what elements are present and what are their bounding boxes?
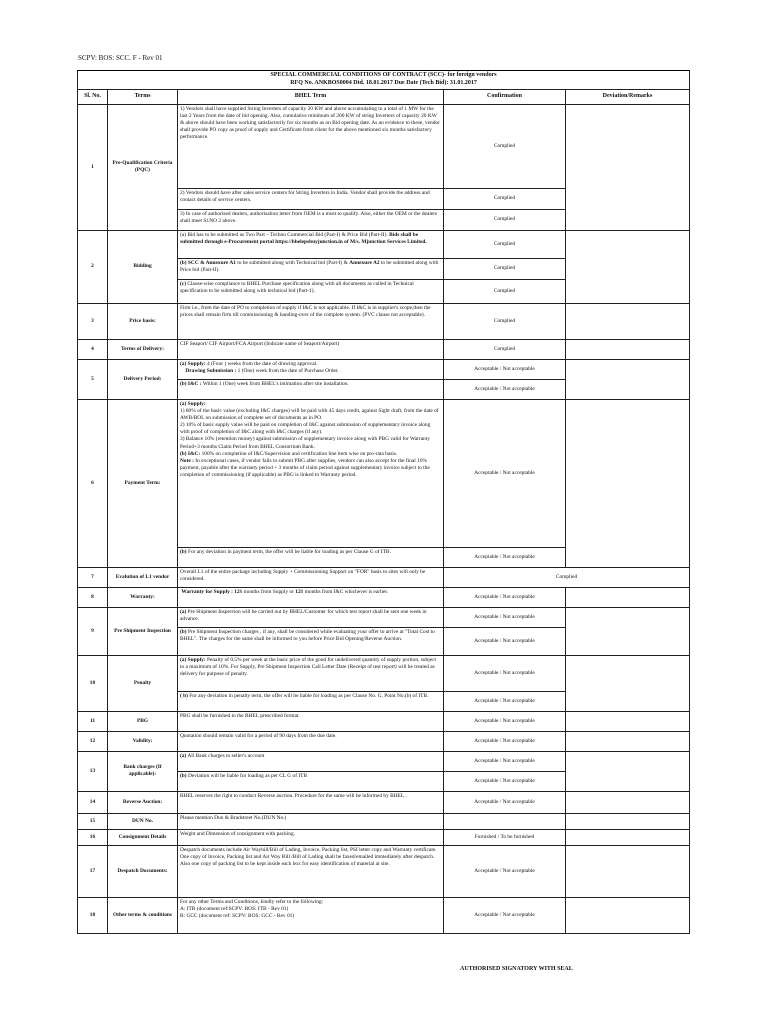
row-term: Delivery Period:: [108, 359, 178, 399]
header-confirmation: Confirmation: [444, 89, 566, 104]
bhel-term: [178, 845, 444, 897]
confirmation-cell: Acceptable / Not acceptable: [444, 711, 566, 731]
confirmation-cell: Acceptable / Not acceptable: [444, 607, 566, 627]
bhel-term: [178, 627, 444, 655]
bhel-term: Please mention Dun & Bradstreet No.(DUN No.): [178, 813, 444, 829]
table-row: [78, 731, 690, 751]
table-row: [78, 339, 690, 359]
bhel-term: Quotation should remain valid for a period of 90 days from the due date.: [178, 731, 444, 751]
header-deviation: Deviation/Remarks: [566, 89, 690, 104]
row-term: Terms of Delivery:: [108, 339, 178, 359]
row-number: 12: [78, 731, 108, 751]
row-number: 2: [78, 230, 108, 303]
bhel-text: Within 1 (One) week from BHEL's intimation after site installation.: [201, 380, 349, 387]
bhel-term: 3) In case of authorised dealers, authorisation letter from OEM is a must to qualify. Also, either the OEM or the dealers shall meet Sl.NO 2 above.: [178, 209, 444, 230]
row-term: Bidding: [108, 230, 178, 303]
deviation-cell[interactable]: [566, 791, 690, 813]
row-number: 9: [78, 607, 108, 655]
bhel-term: [178, 547, 444, 567]
row-number: 14: [78, 791, 108, 813]
header-row: [78, 89, 690, 104]
bhel-text: 1 (One) week from the date of Purchase Order.: [236, 367, 339, 374]
confirmation-cell: Acceptable / Not acceptable: [444, 587, 566, 607]
bhel-term: [178, 897, 444, 933]
table-row: [78, 104, 690, 188]
table-row: [78, 897, 690, 933]
bhel-term: Firm i.e., from the date of PO to completion of supply if I&C is not applicable. If I&C is in supplier's scope,then the prices shall remain firm till commissioning & handing-over of the complete system. (PVC clause not acceptable).: [178, 303, 444, 339]
bhel-term: [178, 691, 444, 711]
row-number: 1: [78, 104, 108, 230]
table-row: [78, 230, 690, 258]
bhel-term: [178, 655, 444, 691]
bhel-text: 2) 10% of basic supply value will be paid on completion of I&C against submission of supplementary invoice along with proof of completion of I&C along with I&C charges (if any).: [180, 422, 431, 436]
bhel-bold-text: (a): [180, 608, 187, 615]
confirmation-cell: Acceptable / Not acceptable: [444, 731, 566, 751]
bhel-text: In exceptional cases, if vendor fails to submit PBG after supplies, vendors can also accept for the final 10% payment, payable after the warranty period + 3 months of claim period against supplementary invoice subject to the completion of commissioning (if applicable) as PBG is linked to Warranty period.: [180, 457, 430, 479]
row-number: 15: [78, 813, 108, 829]
deviation-cell[interactable]: [566, 230, 690, 303]
bhel-term: [178, 359, 444, 379]
table-row: [78, 845, 690, 897]
bhel-text: Despatch documents include Air Waybill/Bill of Lading, Invoice, Packing list, PSI letter copy and Warranty certificate.: [180, 846, 437, 853]
bhel-text: Pre Shipment Inspection will be carried out by BHEL/Customer for which test report shall be sent one week in advance.: [180, 608, 427, 622]
bhel-term: [178, 279, 444, 303]
bhel-text: B: GCC (document ref: SCPV: BOS: GCC - Rev 01): [180, 913, 295, 920]
confirmation-cell: Acceptable / Not acceptable: [444, 897, 566, 933]
bhel-term: CIF Seaport/ CIF Airport/FCA Airport (Indicate name of Seaport/Airport): [178, 339, 444, 359]
row-term: Reverse Auction:: [108, 791, 178, 813]
row-term: Pre-Qualification Criteria (PQC): [108, 104, 178, 230]
bhel-text: Penalty of 0.5% per week at the basic price of the good for undelivered quantity of supply portion, subject to a maximum of 10%. For Supply, Pre Shipment Inspection Call Letter Date (Receipt of test report) will be treated as delivery for purpose of penalty.: [180, 656, 437, 678]
bhel-bold-text: (a): [180, 752, 187, 759]
confirmation-cell: [444, 813, 566, 829]
bhel-term: [178, 587, 444, 607]
deviation-cell[interactable]: [566, 399, 690, 567]
table-row: [78, 829, 690, 845]
table-row: [78, 607, 690, 627]
bhel-text: Clause-wise compliance to BHEL Purchase specification along with all documents as called in Technical specification to be submitted along with technical bid (Part-1).: [180, 280, 414, 294]
row-number: 5: [78, 359, 108, 399]
bhel-term: Weight and Dimension of consignment with packing.: [178, 829, 444, 845]
document-reference: SCPV: BOS: SCC. F - Rev 01: [78, 54, 163, 62]
bhel-bold-text: Note :: [180, 457, 194, 464]
deviation-cell[interactable]: [566, 607, 690, 655]
row-number: 6: [78, 399, 108, 567]
row-number: 3: [78, 303, 108, 339]
row-term: Validity:: [108, 731, 178, 751]
bhel-term: [178, 379, 444, 399]
deviation-cell[interactable]: [566, 829, 690, 845]
confirmation-cell: Acceptable / Not acceptable: [444, 791, 566, 813]
confirmation-cell: Acceptable / Not acceptable: [444, 359, 566, 379]
bhel-text: For any deviation in payment term, the offer will be liable for loading as per Clause G of ITB.: [186, 548, 391, 555]
row-number: 18: [78, 897, 108, 933]
bhel-text: One copy of Invoice, Packing list and Air Way Bill /Bill of Lading shall be faxed/emailed immediately after despatch. Also one copy of packing list to be kept inside each box for easy identification of material at site.: [180, 853, 435, 868]
confirmation-cell: Acceptable / Not acceptable: [444, 627, 566, 655]
bhel-bold-text: (c): [180, 280, 186, 287]
confirmation-cell: Complied: [444, 339, 566, 359]
row-number: 4: [78, 339, 108, 359]
row-number: 8: [78, 587, 108, 607]
confirmation-cell: Complied: [444, 258, 566, 279]
bhel-term: BHEL reserves the right to conduct Reverse auction. Procedure for the same will be informed by BHEL .: [178, 791, 444, 813]
deviation-cell[interactable]: [566, 845, 690, 897]
deviation-cell[interactable]: [566, 813, 690, 829]
bhel-bold-text: (b) I&C:: [180, 450, 201, 457]
deviation-cell[interactable]: [566, 751, 690, 791]
title-line1: SPECIAL COMMERCIAL CONDITIONS OF CONTRACT (SCC)- for foreign vendors: [78, 71, 690, 80]
row-term: Pre Shipment Inspection: [108, 607, 178, 655]
bhel-bold-text: (b): [180, 628, 187, 635]
bhel-bold-text: (a) Supply:: [180, 400, 206, 407]
row-term: PBG: [108, 711, 178, 731]
bhel-text: A: ITB (document ref:SCPV: BOS: ITB - Rev 01): [180, 905, 289, 912]
row-number: 11: [78, 711, 108, 731]
confirmation-cell: Acceptable / Not acceptable: [444, 655, 566, 691]
scc-table: [77, 70, 690, 934]
table-row: [78, 567, 690, 587]
row-term: Warranty:: [108, 587, 178, 607]
bhel-text: All Bank charges to seller's account: [186, 752, 265, 759]
bhel-term: [178, 771, 444, 791]
deviation-cell[interactable]: [566, 339, 690, 359]
confirmation-cell: Acceptable / Not acceptable: [444, 379, 566, 399]
bhel-text: 6 months from Supply or: [239, 588, 294, 595]
deviation-cell[interactable]: [566, 711, 690, 731]
bhel-bold-text: 12: [293, 588, 301, 595]
bhel-text: to be submitted along with Technical bid (Part-I) &: [235, 259, 348, 266]
confirmation-cell: Complied: [444, 104, 566, 188]
table-row: [78, 359, 690, 379]
bhel-bold-text: Annexure A2: [349, 259, 380, 266]
row-term: Despatch Documents:: [108, 845, 178, 897]
bhel-term: Overall L1 of the entire package including Supply + Commissioning Support on "FOR" basis to sites will only be considered.: [178, 567, 444, 587]
confirmation-cell: Furnished / To be furnished: [444, 829, 566, 845]
bhel-bold-text: Drawing Submission :: [185, 367, 237, 374]
table-row: [78, 303, 690, 339]
header-terms: Terms: [108, 89, 178, 104]
bhel-text: to be submitted along with Price bid (Part-II).: [180, 259, 439, 273]
bhel-bold-text: (b) SCC & Annexure A1: [180, 259, 236, 266]
bhel-term: 1) Vendors shall have supplied String Inverters of capacity 20 KW and above accumulating to a total of 1 MW for the last 2 Years from the date of bid opening. Also, cumulative minimum of 200 KW of string Inverters of capacity 20 KW & above should have been working satisfactorily for six months as on Bid opening date. As an evidence to these, vendor shall provide PO copy as proof of supply and Certificate from client for the above mentioned six months satisfactory performance.: [178, 104, 444, 188]
row-term: Penalty: [108, 655, 178, 711]
bhel-text: 3) Balance 10% (retention money) against submission of supplementary invoice along with PBG valid for Warranty Period+3 months Claim Period from BHEL Consortium Bank.: [180, 436, 430, 450]
bhel-bold-text: (b): [180, 548, 187, 555]
row-number: 17: [78, 845, 108, 897]
bhel-bold-text: (b) I&C :: [180, 380, 202, 387]
row-term: Evalution of L1 vendor: [108, 567, 178, 587]
row-term: Consignment Details: [108, 829, 178, 845]
header-bhel: BHEL Term: [178, 89, 444, 104]
table-row: [78, 813, 690, 829]
bhel-text: For any other Terms and Conditions, kindly refer to the following:: [180, 898, 324, 905]
bhel-bold-text: (a) Supply:: [180, 656, 206, 663]
row-number: 13: [78, 751, 108, 791]
deviation-cell[interactable]: [566, 731, 690, 751]
deviation-cell[interactable]: [566, 587, 690, 607]
bhel-text: 0 months from I&C whichever is earlier.: [300, 588, 389, 595]
bhel-bold-text: ( b): [180, 692, 188, 699]
bhel-term: 2) Vendors should have after sales service centers for String Inverters in India. Vendor shall provide the address and contact details of service centers.: [178, 188, 444, 209]
confirmation-cell: Complied: [444, 209, 566, 230]
bhel-bold-text: 12: [232, 588, 240, 595]
confirmation-cell: Acceptable / Not acceptable: [444, 845, 566, 897]
row-number: 16: [78, 829, 108, 845]
scc-sheet: [77, 70, 689, 934]
bhel-text: 4 (Four ) weeks from the date of drawing approval.: [205, 360, 318, 367]
bhel-text: 1) 80% of the basic value (excluding I&C charges) will be paid with 45 days credit, against Sight draft, from the date of AWB/BOL on submission of complete set of documents as in PO.: [180, 407, 439, 422]
bhel-term: [178, 258, 444, 279]
bhel-term: [178, 751, 444, 771]
row-term: Payment Term:: [108, 399, 178, 567]
deviation-cell[interactable]: [566, 359, 690, 399]
bhel-text: Deviation will be liable for loading as per CL G of ITB: [186, 772, 308, 779]
deviation-cell[interactable]: [566, 897, 690, 933]
bhel-text: Pre Shipment Inspection charges , if any, shall be considered while evaluating your offer to arrive at "Total Cost to BHEL". The charges for the same shall be informed to you before Price Bid Opening/Reverse Auction.: [180, 628, 435, 642]
confirmation-cell: Acceptable / Not acceptable: [444, 691, 566, 711]
bhel-bold-text: Bids shall be submitted through e-Procurement portal https://bhelepsbuyjunction.in of M/s. Mjunction Services Limited.: [180, 231, 427, 245]
deviation-cell[interactable]: [566, 303, 690, 339]
header-sl: Sl. No.: [78, 89, 108, 104]
row-term: Price basis:: [108, 303, 178, 339]
table-row: [78, 399, 690, 547]
confirmation-cell: Acceptable / Not acceptable: [444, 547, 566, 567]
row-term: DUN No.: [108, 813, 178, 829]
title-line2: RFQ No. ANKBOS0004 Dtd. 18.01.2017 Due Date (Tech Bid): 31.01.2017: [78, 80, 690, 89]
bhel-text: 100% on completion of I&C/Supervision and certification line item wise on pro-rata basis.: [200, 450, 398, 457]
row-number: 10: [78, 655, 108, 711]
deviation-cell[interactable]: [566, 104, 690, 230]
table-row: [78, 655, 690, 691]
confirmation-cell: Acceptable / Not acceptable: [444, 399, 566, 547]
table-row: [78, 751, 690, 771]
confirmation-cell: Acceptable / Not acceptable: [444, 751, 566, 771]
row-term: Other terms & conditions: [108, 897, 178, 933]
bhel-text: (a) Bid has to be submitted as Two Part – Techno Commercial Bid (Part-I) & Price Bid (Part-II).: [180, 231, 388, 238]
table-row: [78, 711, 690, 731]
row-term: Bank charges (If applicable):: [108, 751, 178, 791]
bhel-term: [178, 399, 444, 547]
bhel-term: [178, 607, 444, 627]
confirmation-cell: Complied: [444, 188, 566, 209]
table-row: [78, 587, 690, 607]
bhel-term: PBG shall be furnished in the BHEL prescribed format.: [178, 711, 444, 731]
row-number: 7: [78, 567, 108, 587]
confirmation-cell: Complied: [444, 230, 566, 258]
confirmation-cell: Complied: [444, 303, 566, 339]
confirmation-cell: Acceptable / Not acceptable: [444, 771, 566, 791]
bhel-bold-text: Warranty for Supply :: [181, 588, 233, 595]
bhel-term: [178, 230, 444, 258]
signature-label: AUTHORISED SIGNATORY WITH SEAL: [460, 966, 573, 972]
bhel-bold-text: (b): [180, 772, 187, 779]
deviation-cell[interactable]: [566, 655, 690, 711]
bhel-text: For any deviation in penalty term, the offer will be liable for loading as per Clause No. G, Point No.(b) of ITB.: [187, 692, 429, 699]
confirmation-cell: Complied: [444, 279, 566, 303]
confirmation-cell: Complied: [444, 567, 690, 587]
table-row: [78, 791, 690, 813]
bhel-bold-text: (a) Supply:: [180, 360, 206, 367]
